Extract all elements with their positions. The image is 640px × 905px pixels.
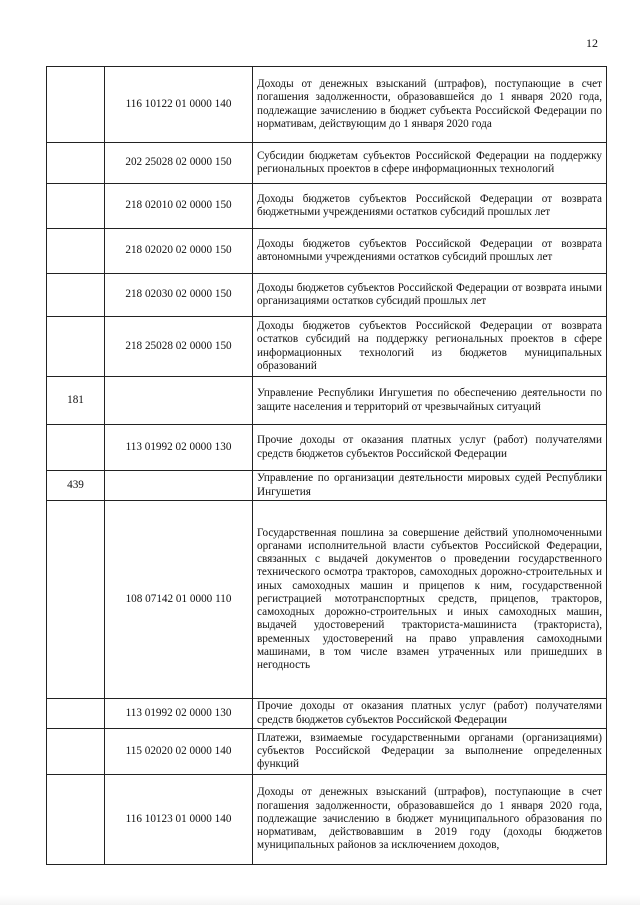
revenue-code-cell: 113 01992 02 0000 130 [105,699,253,729]
table-row [47,425,607,471]
admin-code-cell: 181 [47,377,105,425]
description-cell: Прочие доходы от оказания платных услуг (работ) получателями средств бюджетов субъектов Российской Федерации [253,699,607,729]
description-cell: Управление по организации деятельности мировых судей Республики Ингушетия [253,471,607,501]
revenue-code-cell: 218 02030 02 0000 150 [105,274,253,317]
admin-code-cell: 439 [47,471,105,501]
revenue-code-cell: 202 25028 02 0000 150 [105,143,253,184]
table-row [47,184,607,229]
admin-code-cell [47,274,105,317]
table-row [47,67,607,143]
revenue-code-cell: 116 10122 01 0000 140 [105,67,253,143]
table-row [47,775,607,865]
page-number: 12 [586,36,598,50]
table-row [47,471,607,501]
scan-edge [0,895,640,905]
table-row [47,501,607,699]
table-row [47,317,607,377]
description-cell: Государственная пошлина за совершение действий уполномоченными органами исполнительной власти субъектов Российской Федерации, связанных с выдачей документов о проведении государственного технического осмотра тракторов, самоходных дорожно-строительных и иных самоходных машин и прицепов к ним, государственной регистрацией мототранспортных средств, прицепов, тракторов, самоходных дорожно-строительных и иных самоходных машин, выдачей удостоверений тракториста-машиниста (тракториста), временных удостоверений на право управления самоходными машинами, в том числе взамен утраченных или пришедших в негодность [253,501,607,699]
admin-code-cell [47,184,105,229]
admin-code-cell [47,229,105,274]
description-cell: Доходы от денежных взысканий (штрафов), поступающие в счет погашения задолженности, образовавшейся до 1 января 2020 года, подлежащие зачислению в бюджет муниципального образования по нормативам, действовавшим в 2019 году (доходы бюджетов муниципальных районов за исключением доходов, [253,775,607,865]
admin-code-cell [47,699,105,729]
revenue-code-cell: 218 02020 02 0000 150 [105,229,253,274]
revenue-code-cell: 113 01992 02 0000 130 [105,425,253,471]
description-cell: Прочие доходы от оказания платных услуг (работ) получателями средств бюджетов субъектов Российской Федерации [253,425,607,471]
table-row [47,229,607,274]
description-cell: Субсидии бюджетам субъектов Российской Федерации на поддержку региональных проектов в сфере информационных технологий [253,143,607,184]
revenue-code-cell: 218 02010 02 0000 150 [105,184,253,229]
table-row [47,729,607,775]
description-cell: Платежи, взимаемые государственными органами (организациями) субъектов Российской Федерации за выполнение определенных функций [253,729,607,775]
description-cell: Управление Республики Ингушетия по обеспечению деятельности по защите населения и территорий от чрезвычайных ситуаций [253,377,607,425]
revenue-code-cell [105,471,253,501]
admin-code-cell [47,729,105,775]
revenue-classification-table [46,66,607,865]
table-row [47,699,607,729]
revenue-code-cell: 218 25028 02 0000 150 [105,317,253,377]
admin-code-cell [47,501,105,699]
revenue-code-cell: 115 02020 02 0000 140 [105,729,253,775]
table-row [47,274,607,317]
admin-code-cell [47,143,105,184]
description-cell: Доходы бюджетов субъектов Российской Федерации от возврата автономными учреждениями остатков субсидий прошлых лет [253,229,607,274]
table-row [47,377,607,425]
description-cell: Доходы бюджетов субъектов Российской Федерации от возврата бюджетными учреждениями остатков субсидий прошлых лет [253,184,607,229]
description-cell: Доходы от денежных взысканий (штрафов), поступающие в счет погашения задолженности, образовавшейся до 1 января 2020 года, подлежащие зачислению в бюджет субъекта Российской Федерации по нормативам, действующим до 1 января 2020 года [253,67,607,143]
description-cell: Доходы бюджетов субъектов Российской Федерации от возврата иными организациями остатков субсидий прошлых лет [253,274,607,317]
admin-code-cell [47,317,105,377]
revenue-code-cell [105,377,253,425]
admin-code-cell [47,67,105,143]
table-row [47,143,607,184]
admin-code-cell [47,775,105,865]
description-cell: Доходы бюджетов субъектов Российской Федерации от возврата остатков субсидий на поддержку региональных проектов в сфере информационных технологий из бюджетов муниципальных образований [253,317,607,377]
revenue-code-cell: 116 10123 01 0000 140 [105,775,253,865]
revenue-code-cell: 108 07142 01 0000 110 [105,501,253,699]
admin-code-cell [47,425,105,471]
